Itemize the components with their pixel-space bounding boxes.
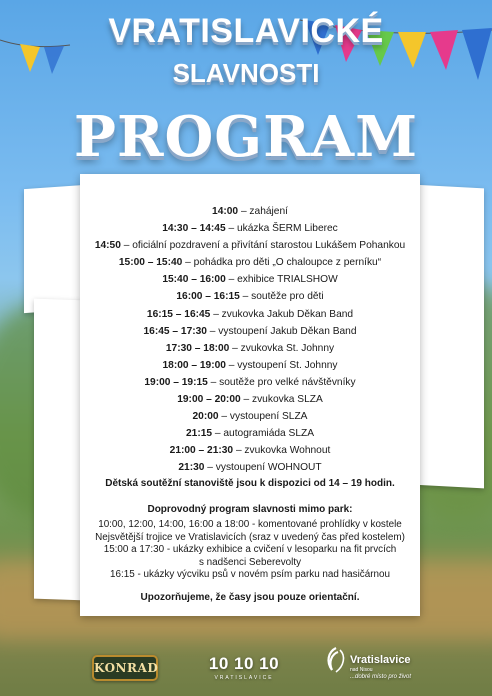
side-program-title: Doprovodný program slavnosti mimo park: — [147, 504, 353, 515]
schedule-event: – soutěže pro děti — [239, 291, 324, 303]
konrad-logo: KONRAD — [92, 655, 158, 681]
schedule-row — [80, 391, 420, 408]
schedule-time: 21:15 — [186, 428, 213, 440]
side-program-line: Nejsvětější trojice ve Vratislavicích (sraz v uvedený čas před kostelem) — [95, 531, 405, 543]
schedule-time: 14:00 — [212, 206, 239, 217]
schedule-event: – autogramiáda SLZA — [212, 428, 314, 440]
schedule-row — [80, 323, 420, 340]
schedule-event: – exhibice TRIALSHOW — [225, 274, 338, 286]
schedule-row — [80, 220, 420, 237]
schedule-time: 14:50 — [94, 240, 121, 252]
schedule-row — [80, 357, 420, 374]
schedule-event: – vystoupení WOHNOUT — [204, 462, 322, 474]
schedule-event: – zvukovka Wohnout — [233, 445, 331, 457]
schedule-event: – zvukovka SLZA — [240, 394, 323, 406]
schedule-row — [80, 288, 420, 305]
schedule-row — [80, 374, 420, 391]
kids-station-note: Dětská soutěžní stanoviště jsou k dispozici od 14 – 19 hodin. — [105, 478, 395, 489]
schedule-time: 16:00 – 16:15 — [176, 291, 240, 303]
schedule-event: – zvukovka Jakub Děkan Band — [210, 308, 354, 320]
schedule-event: – soutěže pro velké návštěvníky — [207, 376, 356, 388]
schedule-list — [80, 203, 420, 477]
tenten-logo: 10 10 10 — [208, 654, 280, 673]
side-program-line: 15:00 a 17:30 - ukázky exhibice a cvičení v lesoparku na fit prvcích — [103, 544, 397, 556]
schedule-time: 16:15 – 16:45 — [146, 308, 211, 320]
schedule-event: – ukázka ŠERM Liberec — [225, 223, 338, 235]
schedule-row — [80, 237, 420, 254]
side-program-line: s nadšenci Seberevolty — [198, 556, 302, 568]
side-program-text — [80, 519, 420, 582]
title-line-1: VRATISLAVICKÉ — [108, 12, 384, 50]
schedule-time: 18:00 – 19:00 — [162, 359, 226, 371]
schedule-row — [80, 442, 420, 459]
schedule-time: 19:00 – 19:15 — [144, 376, 208, 388]
schedule-time: 15:40 – 16:00 — [162, 274, 226, 286]
schedule-time: 17:30 – 18:00 — [165, 342, 230, 354]
schedule-row — [80, 459, 420, 476]
schedule-event: – pohádka pro děti „O chaloupce z perníku“ — [182, 257, 382, 269]
town-sub: nad Nisou — [350, 667, 373, 673]
disclaimer-note: Upozorňujeme, že časy jsou pouze orientační. — [140, 592, 360, 603]
schedule-row — [80, 408, 420, 425]
schedule-row — [80, 254, 420, 271]
town-slogan: ...dobré místo pro život — [350, 674, 412, 680]
schedule-event: – zahájení — [238, 206, 288, 217]
schedule-row — [80, 203, 420, 220]
schedule-event: – vystoupení Jakub Děkan Band — [206, 325, 357, 337]
schedule-row — [80, 271, 420, 288]
schedule-row — [80, 340, 420, 357]
schedule-event: – oficiální pozdravení a přivítání starostou Lukášem Pohankou — [120, 240, 406, 252]
schedule-row — [80, 425, 420, 442]
schedule-event: – vystoupení SLZA — [218, 411, 308, 423]
side-program-line: 16:15 - ukázky výcviku psů v novém psím parku nad hasičárnou — [110, 569, 390, 581]
schedule-time: 15:00 – 15:40 — [118, 257, 183, 269]
schedule-event: – vystoupení St. Johnny — [225, 359, 338, 371]
schedule-time: 16:45 – 17:30 — [143, 325, 207, 337]
schedule-time: 21:30 — [178, 462, 205, 474]
schedule-time: 19:00 – 20:00 — [177, 394, 241, 406]
town-name: Vratislavice — [350, 654, 411, 666]
page-title: PROGRAM — [73, 104, 419, 170]
schedule-row — [80, 306, 420, 323]
title-line-2: SLAVNOSTI — [172, 58, 320, 88]
vratislavice-logo-icon — [324, 646, 348, 674]
schedule-time: 20:00 — [192, 411, 219, 423]
tenten-logo-sub: VRATISLAVICE — [214, 675, 274, 681]
schedule-event: – zvukovka St. Johnny — [229, 342, 335, 354]
schedule-time: 21:00 – 21:30 — [169, 445, 234, 457]
schedule-time: 14:30 – 14:45 — [162, 223, 226, 235]
side-program-line: 10:00, 12:00, 14:00, 16:00 a 18:00 - komentované prohlídky v kostele — [98, 519, 402, 530]
